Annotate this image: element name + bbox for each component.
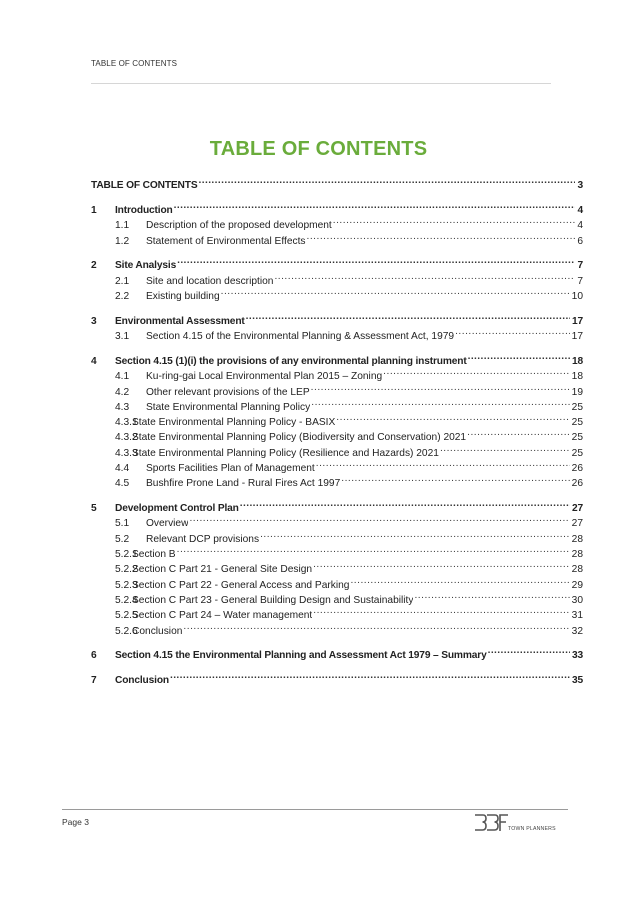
toc-entry-number: 1 (91, 205, 97, 217)
toc-entry-page: 28 (571, 549, 583, 561)
toc-entry-label: Sports Facilities Plan of Management (146, 463, 315, 475)
toc-entry-label: Other relevant provisions of the LEP (146, 386, 310, 398)
toc-entry-number: 3.1 (115, 331, 130, 343)
toc-dot-leader (312, 557, 570, 572)
toc-entry-number: 5.1 (115, 518, 130, 530)
toc-entry-page: 19 (571, 386, 583, 398)
toc-entry-page: 17 (571, 331, 583, 343)
toc-entry-number: 2 (91, 260, 97, 272)
toc-entry-number: 5.2.2 (115, 564, 138, 576)
toc-section-entry[interactable] (91, 349, 583, 367)
toc-entry-number: 4 (91, 355, 97, 367)
toc-entry-number: 2.1 (115, 275, 130, 287)
toc-entry-label: Section 4.15 the Environmental Planning and Assessment Act 1979 – Summary (115, 650, 487, 662)
toc-entry-label: Site and location description (146, 275, 274, 287)
toc-entry-number: 1.2 (115, 235, 130, 247)
toc-dot-leader (487, 643, 570, 658)
table-of-contents (91, 173, 583, 687)
toc-entry-number: 5.2 (115, 533, 130, 545)
toc-entry-number: 5.2.5 (115, 610, 138, 622)
toc-dot-leader (454, 324, 570, 339)
toc-entry-label: Relevant DCP provisions (146, 533, 260, 545)
toc-entry-page: 31 (571, 610, 583, 622)
toc-section-entry[interactable] (91, 668, 583, 687)
toc-dot-leader (188, 511, 569, 526)
toc-entry-page: 18 (571, 355, 583, 367)
toc-entry-number: 4.3.2 (115, 432, 138, 444)
toc-entry-label: Overview (146, 518, 189, 530)
toc-entry-label: State Environmental Planning Policy (146, 401, 311, 413)
toc-entry-number: 4.3.3 (115, 447, 138, 459)
toc-entry-label: State Environmental Planning Policy (Resilience and Hazards) 2021 (132, 447, 439, 459)
toc-dot-leader (382, 364, 570, 379)
page-title: TABLE OF CONTENTS (209, 138, 428, 160)
logo-text: TOWN PLANNERS (508, 826, 556, 832)
toc-dot-leader (239, 496, 570, 511)
toc-entry-page: 7 (577, 275, 583, 287)
toc-entry-page: 32 (571, 625, 583, 637)
toc-entry-number: 4.2 (115, 386, 130, 398)
toc-entry-page: 26 (571, 463, 583, 475)
toc-dot-leader (335, 410, 569, 425)
toc-dot-leader (245, 309, 570, 324)
toc-entry-page: 30 (571, 594, 583, 606)
toc-entry-label: Environmental Assessment (115, 315, 245, 327)
toc-entry-label: Section 4.15 of the Environmental Planning & Assessment Act, 1979 (146, 331, 455, 343)
toc-entry-number: 5.2.1 (115, 549, 138, 561)
toc-entry-number: 5.2.6 (115, 625, 138, 637)
toc-dot-leader (173, 198, 576, 213)
toc-entry-number: 4.1 (115, 371, 130, 383)
toc-entry-page: 28 (571, 564, 583, 576)
toc-entry-page: 25 (571, 401, 583, 413)
toc-entry-label: Conclusion (115, 675, 169, 687)
toc-entry-page: 3 (577, 180, 583, 192)
footer-divider (62, 809, 568, 810)
toc-section-entry[interactable] (91, 198, 583, 217)
toc-entry-number: 1.1 (115, 220, 130, 232)
toc-section-entry[interactable] (91, 253, 583, 272)
toc-entry-number: 4.5 (115, 478, 130, 490)
toc-dot-leader (169, 668, 570, 683)
toc-entry-label: Existing building (146, 291, 220, 303)
toc-dot-leader (315, 456, 570, 471)
toc-dot-leader (176, 542, 570, 557)
toc-dot-leader (413, 588, 569, 603)
toc-entry-page: 7 (577, 260, 583, 272)
toc-dot-leader (439, 440, 570, 455)
toc-entry-number: 5.2.4 (115, 594, 138, 606)
toc-entry-number: 3 (91, 315, 97, 327)
toc-section-entry[interactable] (91, 496, 583, 515)
toc-entry-page: 26 (571, 478, 583, 490)
toc-dot-leader (182, 618, 569, 633)
toc-entry-page: 25 (571, 447, 583, 459)
toc-entry-page: 25 (571, 417, 583, 429)
toc-entry-page: 27 (571, 518, 583, 530)
toc-entry-page: 4 (577, 205, 583, 217)
toc-entry-page: 29 (571, 579, 583, 591)
company-logo (473, 812, 573, 836)
toc-entry-label: Introduction (115, 205, 173, 217)
toc-entry-label: Ku-ring-gai Local Environmental Plan 2015 – Zoning (146, 371, 383, 383)
toc-dot-leader (176, 253, 575, 268)
toc-dot-leader (310, 379, 570, 394)
toc-entry-page: 27 (571, 503, 583, 515)
toc-dot-leader (332, 213, 576, 228)
header-divider (91, 83, 551, 84)
toc-dot-leader (349, 572, 569, 587)
toc-dot-leader (340, 471, 569, 486)
toc-entry-label: Development Control Plan (115, 503, 239, 515)
toc-entry-page: 6 (577, 235, 583, 247)
toc-entry-label: TABLE OF CONTENTS (91, 180, 198, 192)
toc-entry-page: 17 (571, 315, 583, 327)
toc-entry-label: Section 4.15 (1)(i) the provisions of any environmental planning instrument (115, 355, 467, 367)
toc-entry-page: 33 (571, 650, 583, 662)
toc-section-entry[interactable] (91, 309, 583, 327)
toc-entry-number: 4.3 (115, 401, 130, 413)
toc-entry-page: 4 (577, 220, 583, 232)
toc-dot-leader (273, 268, 575, 283)
toc-entry-number: 7 (91, 675, 97, 687)
toc-dot-leader (310, 395, 569, 410)
toc-entry-label: Site Analysis (115, 260, 177, 272)
toc-entry-page: 28 (571, 533, 583, 545)
toc-entry-page: 18 (571, 371, 583, 383)
toc-entry-label: State Environmental Planning Policy (Biodiversity and Conservation) 2021 (132, 432, 467, 444)
toc-dot-leader (467, 349, 570, 364)
toc-entry-label: Section C Part 21 - General Site Design (132, 564, 313, 576)
toc-entry-number: 4.4 (115, 463, 130, 475)
toc-entry-page: 25 (571, 432, 583, 444)
toc-section-entry[interactable] (91, 643, 583, 662)
toc-entry-number: 2.2 (115, 291, 130, 303)
toc-dot-leader (220, 284, 570, 299)
toc-entry-number: 5 (91, 503, 97, 515)
toc-dot-leader (306, 228, 576, 243)
toc-entry-number: 5.2.3 (115, 579, 138, 591)
toc-entry-label: Statement of Environmental Effects (146, 235, 306, 247)
toc-dot-leader (312, 603, 569, 618)
toc-entry-label: Conclusion (132, 625, 183, 637)
toc-entry-label: Section C Part 22 - General Access and Parking (132, 579, 350, 591)
toc-entry-label: Bushfire Prone Land - Rural Fires Act 1997 (146, 478, 341, 490)
page-number: Page 3 (62, 817, 89, 827)
toc-entry-label: Section C Part 23 - General Building Design and Sustainability (132, 594, 414, 606)
running-header: TABLE OF CONTENTS (91, 59, 178, 68)
toc-section-entry[interactable] (91, 173, 583, 192)
toc-entry-label: State Environmental Planning Policy - BASIX (132, 417, 336, 429)
toc-entry-label: Description of the proposed development (146, 220, 332, 232)
toc-entry-page: 10 (571, 291, 583, 303)
toc-dot-leader (259, 526, 570, 541)
toc-dot-leader (466, 425, 570, 440)
logo-mark-icon (473, 812, 509, 836)
toc-entry-label: Section C Part 24 – Water management (132, 610, 313, 622)
toc-entry-number: 4.3.1 (115, 417, 138, 429)
toc-entry-label: Section B (132, 549, 176, 561)
toc-entry-number: 6 (91, 650, 97, 662)
toc-entry-page: 35 (571, 675, 583, 687)
toc-dot-leader (198, 173, 576, 188)
